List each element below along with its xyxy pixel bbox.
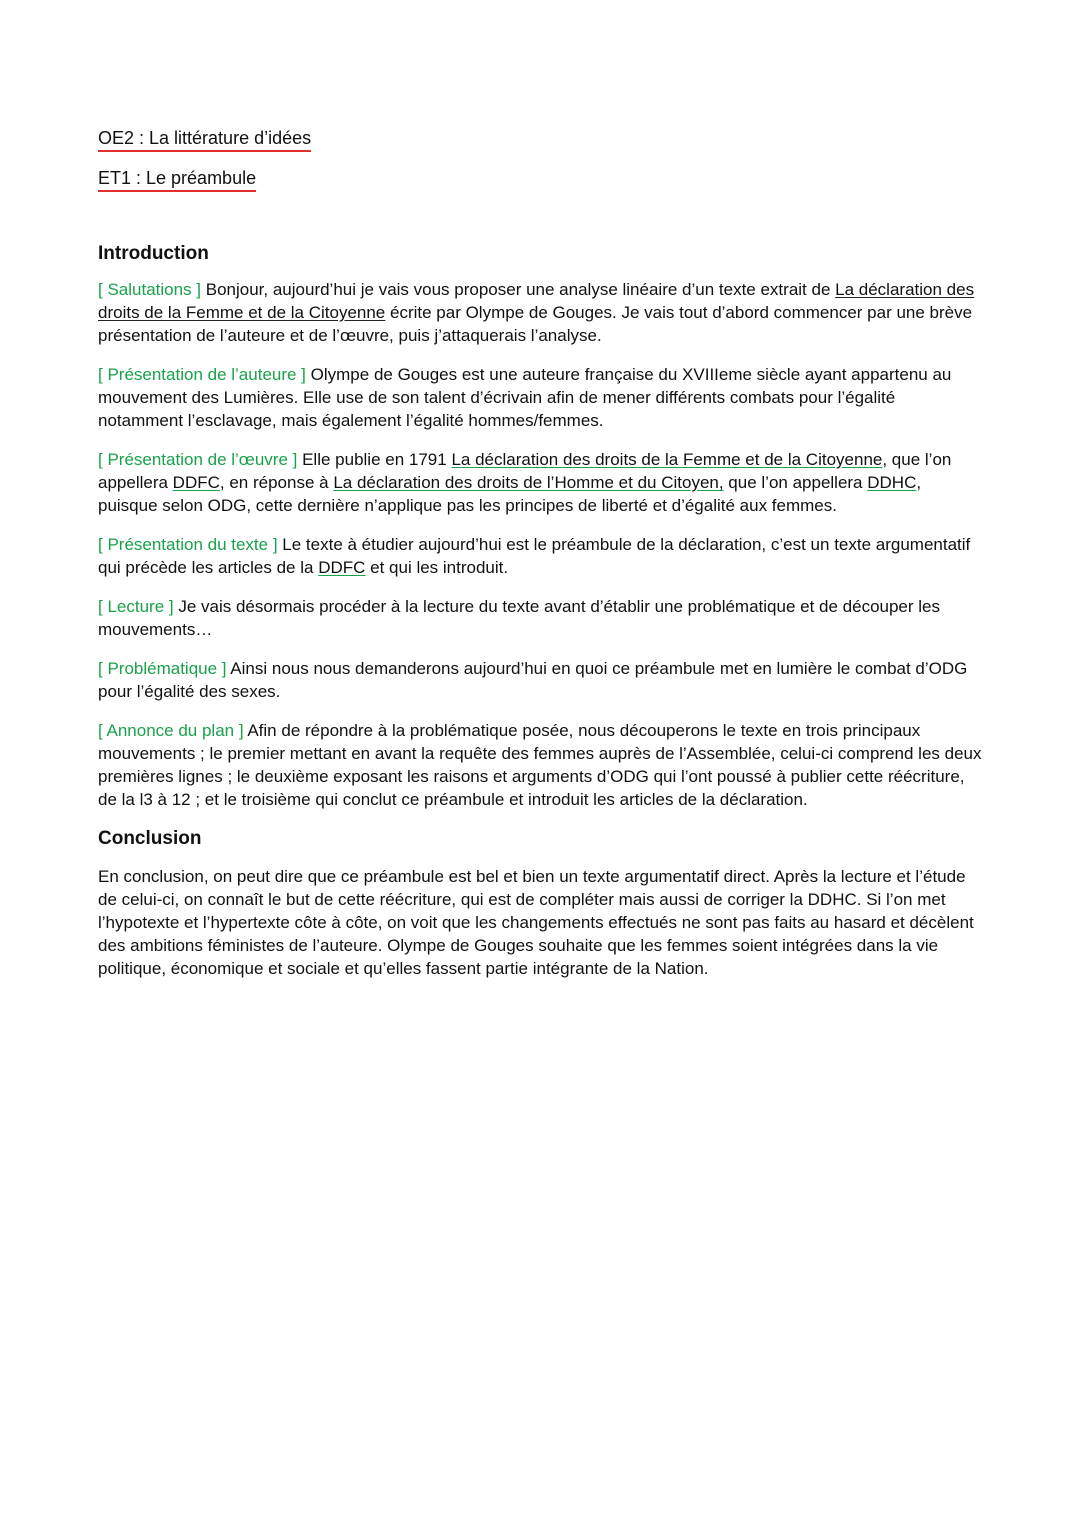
conclusion-heading: Conclusion — [98, 828, 202, 849]
text: , que l’on appellera — [98, 450, 952, 492]
text: Je vais désormais procéder à la lecture du texte avant d’établir une problématique et de découper les mouvements… — [98, 597, 941, 639]
acronym-ddhc: DDHC — [867, 473, 917, 492]
tag-salutations: [ Salutations ] — [98, 280, 202, 299]
paragraph-reading — [98, 595, 982, 641]
document-page — [98, 126, 982, 996]
text: que l’on appellera — [723, 473, 868, 492]
tag-plan: [ Annonce du plan ] — [98, 721, 244, 740]
introduction-heading: Introduction — [98, 243, 209, 264]
text: et qui les introduit. — [365, 558, 509, 577]
text: Le texte à étudier aujourd’hui est le préambule de la déclaration, c’est un texte argumentatif qui précède les articles de la — [98, 535, 971, 577]
paragraph-problem — [98, 657, 982, 703]
text: Elle publie en 1791 — [297, 450, 452, 469]
paragraph-author — [98, 363, 982, 432]
work-title-underlined: La déclaration des droits de la Femme et de la Citoyenne — [98, 280, 975, 322]
text: écrite par Olympe de Gouges. Je vais tout d’abord commencer par une brève présentation de l’auteure et de l’œuvre, puis j’attaquerais l’analyse. — [98, 303, 973, 345]
paragraph-conclusion: En conclusion, on peut dire que ce préambule est bel et bien un texte argumentatif direct. Après la lecture et l’étude de celui-ci, on connaît le but de cette réécriture, qui est de compléter mais aussi de corriger la DDHC. Si l’on met l’hypotexte et l’hypertexte côte à côte, on voit que les changements effectués ne sont pas faits au hasard et décèlent des ambitions féministes de l’auteure. Olympe de Gouges souhaite que les femmes soient intégrées dans la vie politique, économique et sociale et qu’elles fassent partie intégrante de la Nation. — [98, 867, 974, 978]
tag-text: [ Présentation du texte ] — [98, 535, 278, 554]
text: Bonjour, aujourd’hui je vais vous proposer une analyse linéaire d’un texte extrait de — [201, 280, 836, 299]
tag-problem: [ Problématique ] — [98, 659, 227, 678]
tag-author: [ Présentation de l’auteure ] — [98, 365, 306, 384]
paragraph-salutations — [98, 278, 982, 347]
tag-work: [ Présentation de l’œuvre ] — [98, 450, 298, 469]
lesson-title: ET1 : Le préambule — [98, 166, 256, 192]
text: , puisque selon ODG, cette dernière n’applique pas les principes de liberté et d’égalité aux femmes. — [98, 473, 922, 515]
paragraph-plan — [98, 719, 982, 811]
course-header — [98, 126, 982, 192]
course-title: OE2 : La littérature d’idées — [98, 126, 311, 152]
text: Olympe de Gouges est une auteure française du XVIIIeme siècle ayant appartenu au mouvement des Lumières. Elle use de son talent d’écrivain afin de mener différents combats pour l’égalité notamment l’esclavage, mais également l’égalité hommes/femmes. — [98, 365, 952, 430]
paragraph-work — [98, 448, 982, 517]
acronym-ddfc: DDFC — [318, 558, 366, 577]
text: Ainsi nous nous demanderons aujourd’hui en quoi ce préambule met en lumière le combat d’ODG pour l’égalité des sexes. — [98, 659, 968, 701]
paragraph-text — [98, 533, 982, 579]
text: , en réponse à — [219, 473, 334, 492]
text: Afin de répondre à la problématique posée, nous découperons le texte en trois principaux mouvements ; le premier mettant en avant la requête des femmes auprès de l’Assemblée, celui-ci comprend les deux premières lignes ; le deuxième exposant les raisons et arguments d’ODG qui l’ont poussé à publier cette réécriture, de la l3 à 12 ; et le troisième qui conclut ce préambule et introduit les articles de la déclaration. — [98, 721, 982, 809]
work-title-underlined: La déclaration des droits de la Femme et de la Citoyenne — [451, 450, 883, 469]
acronym-ddfc: DDFC — [172, 473, 220, 492]
work-title-underlined: La déclaration des droits de l’Homme et du Citoyen, — [333, 473, 724, 492]
tag-reading: [ Lecture ] — [98, 597, 174, 616]
